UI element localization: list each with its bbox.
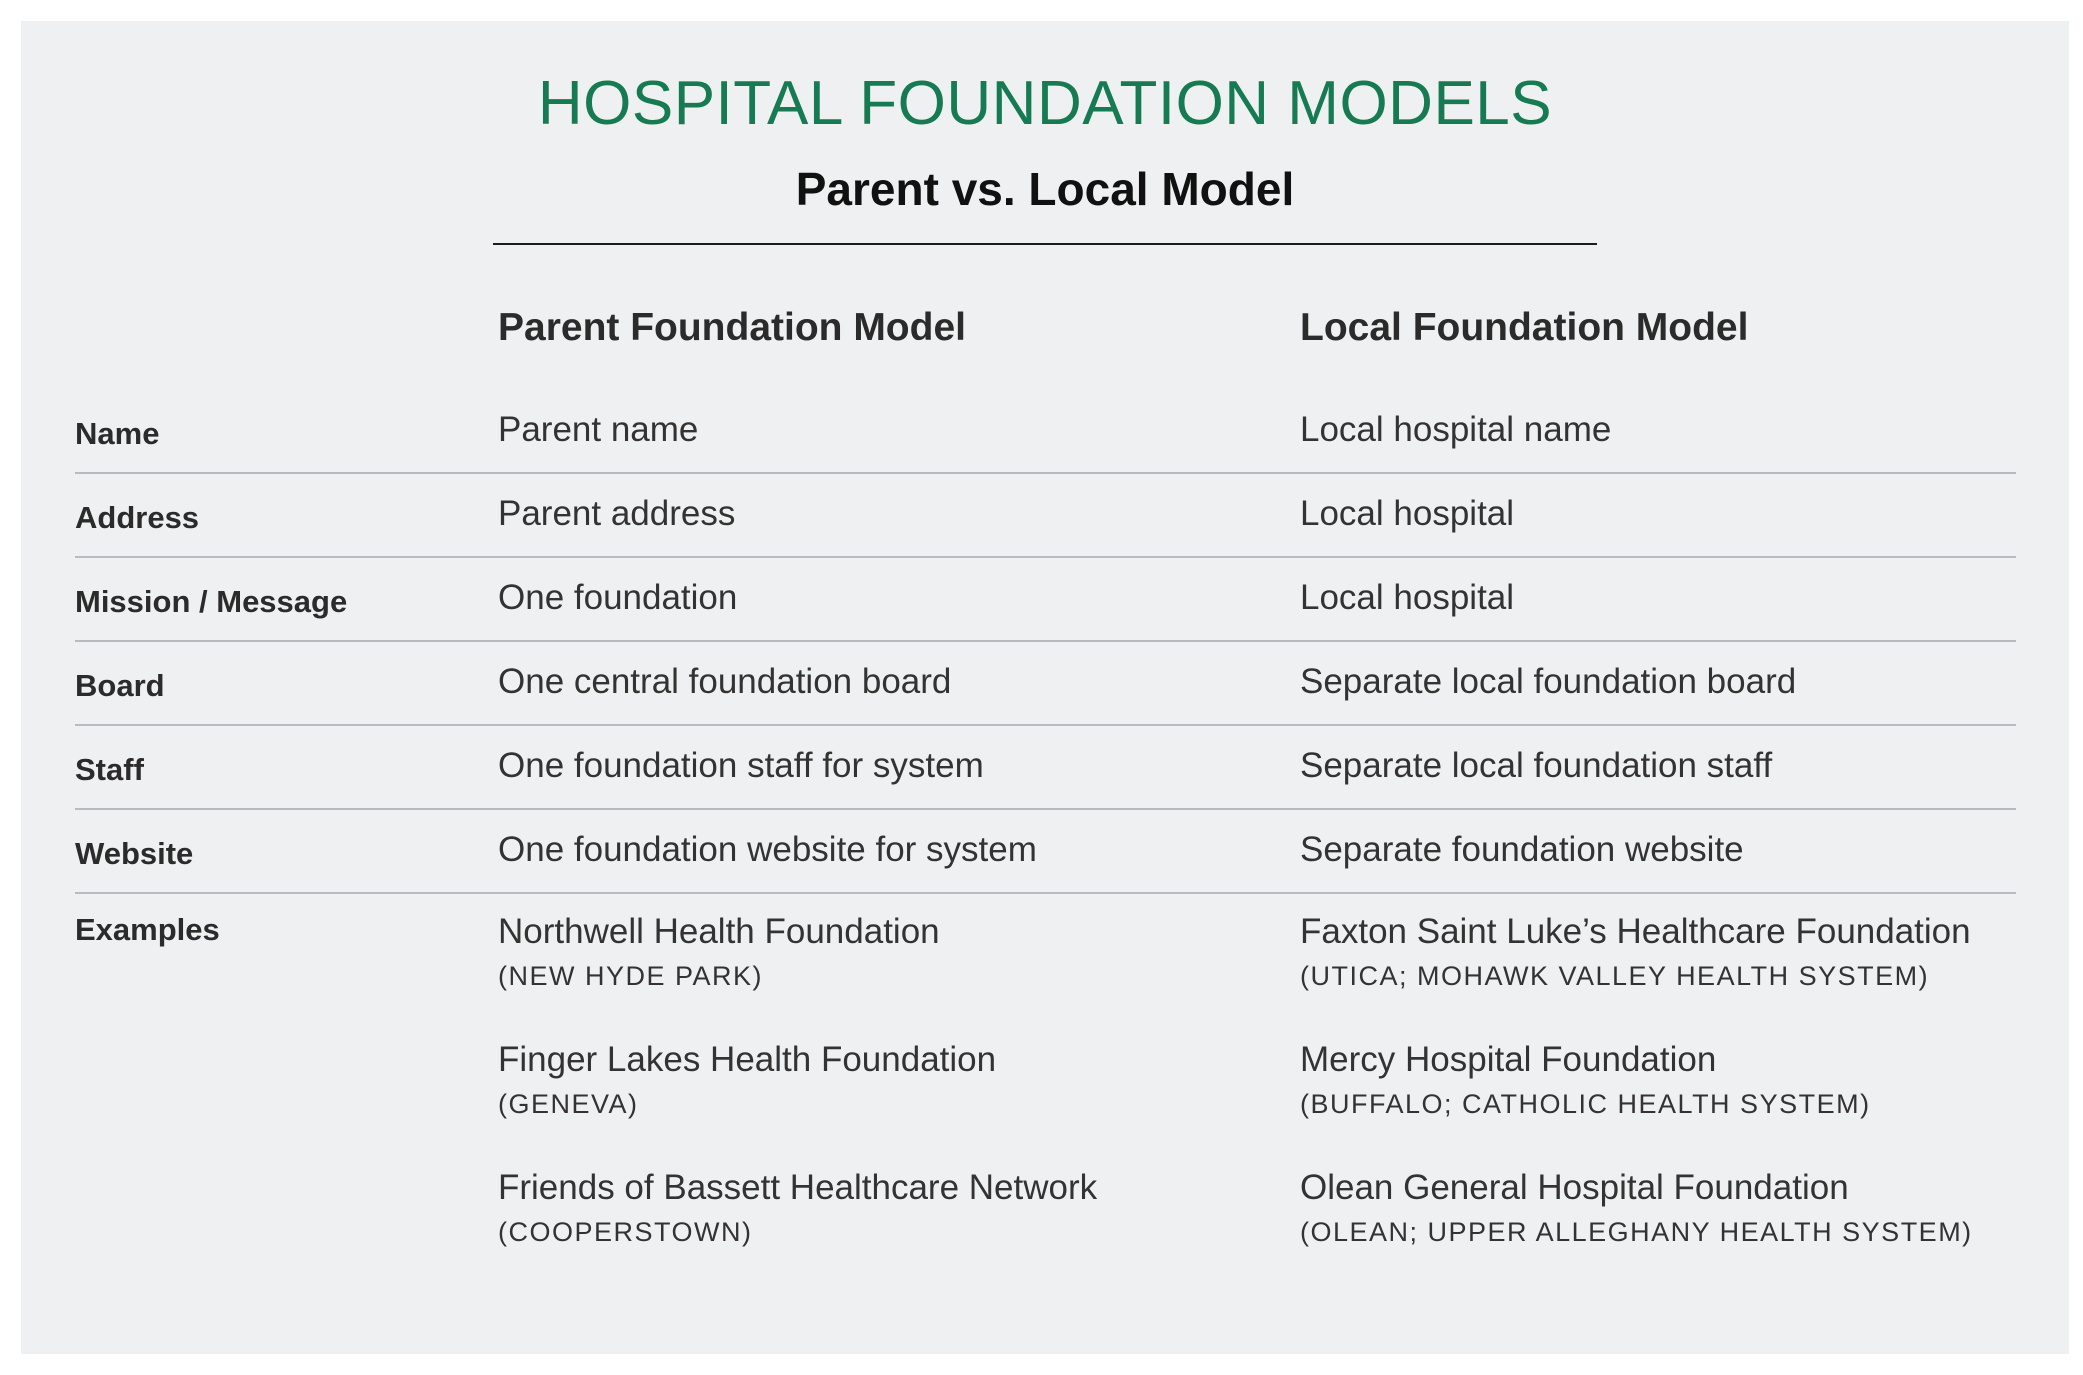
parent-value: Parent name [498,410,699,449]
table-row-board [75,642,2016,726]
page-title: HOSPITAL FOUNDATION MODELS [537,69,1553,138]
example-name: Faxton Saint Luke’s Healthcare Foundation [1300,912,1971,951]
example-location: (NEW HYDE PARK) [498,961,764,991]
parent-value: One foundation website for system [498,830,1037,869]
parent-example [498,1170,1097,1246]
example-location: (OLEAN; UPPER ALLEGHANY HEALTH SYSTEM) [1300,1217,1973,1247]
parent-value: One foundation [498,578,738,617]
example-location: (GENEVA) [498,1089,639,1119]
local-value: Local hospital [1300,578,1515,617]
row-label: Staff [75,752,144,787]
example-name: Olean General Hospital Foundation [1300,1168,1849,1207]
example-location: (BUFFALO; CATHOLIC HEALTH SYSTEM) [1300,1089,1871,1119]
table-row-website [75,810,2016,894]
example-name: Mercy Hospital Foundation [1300,1040,1717,1079]
local-value: Separate local foundation staff [1300,746,1773,785]
parent-value: One central foundation board [498,662,952,701]
row-label: Address [75,500,200,535]
parent-example [498,1042,996,1118]
column-header-parent: Parent Foundation Model [498,306,966,349]
examples-label: Examples [75,912,220,947]
row-label: Mission / Message [75,584,348,619]
page-subtitle: Parent vs. Local Model [795,163,1295,215]
example-location: (UTICA; MOHAWK VALLEY HEALTH SYSTEM) [1300,961,1930,991]
table-row-name [75,390,2016,474]
table-row-address [75,474,2016,558]
local-value: Local hospital [1300,494,1515,533]
example-name: Finger Lakes Health Foundation [498,1040,997,1079]
column-header-local: Local Foundation Model [1300,306,1749,349]
local-value: Separate foundation website [1300,830,1744,869]
row-label: Name [75,416,160,451]
infographic-panel [21,21,2069,1354]
parent-example [498,914,940,990]
row-divider [75,892,2016,894]
row-label: Website [75,836,194,871]
parent-value: One foundation staff for system [498,746,984,785]
example-name: Friends of Bassett Healthcare Network [498,1168,1098,1207]
table-row-staff [75,726,2016,810]
local-value: Separate local foundation board [1300,662,1797,701]
table-row-mission [75,558,2016,642]
local-example [1300,1042,1871,1118]
parent-value: Parent address [498,494,736,533]
local-example [1300,914,1971,990]
row-label: Board [75,668,165,703]
local-example [1300,1170,1973,1246]
example-name: Northwell Health Foundation [498,912,940,951]
example-location: (COOPERSTOWN) [498,1217,753,1247]
title-divider [493,243,1597,245]
local-value: Local hospital name [1300,410,1612,449]
